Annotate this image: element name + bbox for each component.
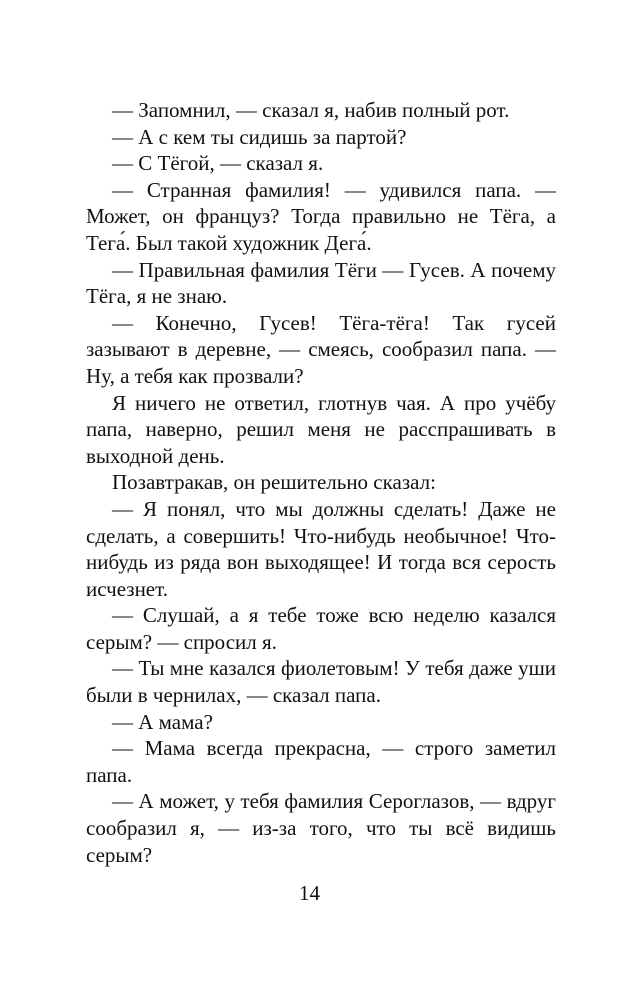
- paragraph-6: — Конечно, Гусев! Тёга-тёга! Так гусей зазывают в деревне, — смеясь, сообразил папа. — Ну, а тебя как прозвали?: [86, 310, 556, 388]
- paragraph-14: — А может, у тебя фамилия Сероглазов, — вдруг сообразил я, — из-за того, что ты всё видишь серым?: [86, 789, 556, 867]
- paragraph-5: — Правильная фамилия Тёги — Гусев. А почему Тёга, я не знаю.: [86, 257, 556, 309]
- paragraph-4: — Странная фамилия! — удивился папа. — Может, он француз? Тогда правильно не Тёга, а Тега́. Был такой художник Дега́.: [86, 177, 556, 255]
- page-number: 14: [299, 881, 320, 905]
- paragraph-9: — Я понял, что мы должны сделать! Даже не сделать, а совершить! Что-нибудь необычное! Что-нибудь из ряда вон выходящее! И тогда вся серость исчезнет.: [86, 496, 556, 601]
- paragraph-8: Позавтракав, он решительно сказал:: [112, 470, 436, 495]
- paragraph-12: — А мама?: [112, 709, 213, 734]
- paragraph-13: — Мама всегда прекрасна, — строго заметил папа.: [86, 736, 556, 787]
- paragraph-1: — Запомнил, — сказал я, набив полный рот.: [112, 98, 510, 122]
- book-page-text: [86, 97, 556, 868]
- paragraph-2: — А с кем ты сидишь за партой?: [112, 124, 407, 149]
- paragraph-11: — Ты мне казался фиолетовым! У тебя даже уши были в чернилах, — сказал папа.: [86, 656, 556, 708]
- paragraph-7: Я ничего не ответил, глотнув чая. А про учёбу папа, наверно, решил меня не расспрашивать в выходной день.: [86, 390, 556, 468]
- paragraph-10: — Слушай, а я тебе тоже всю неделю казался серым? — спросил я.: [86, 603, 556, 654]
- paragraph-3: — С Тёгой, — сказал я.: [112, 151, 324, 176]
